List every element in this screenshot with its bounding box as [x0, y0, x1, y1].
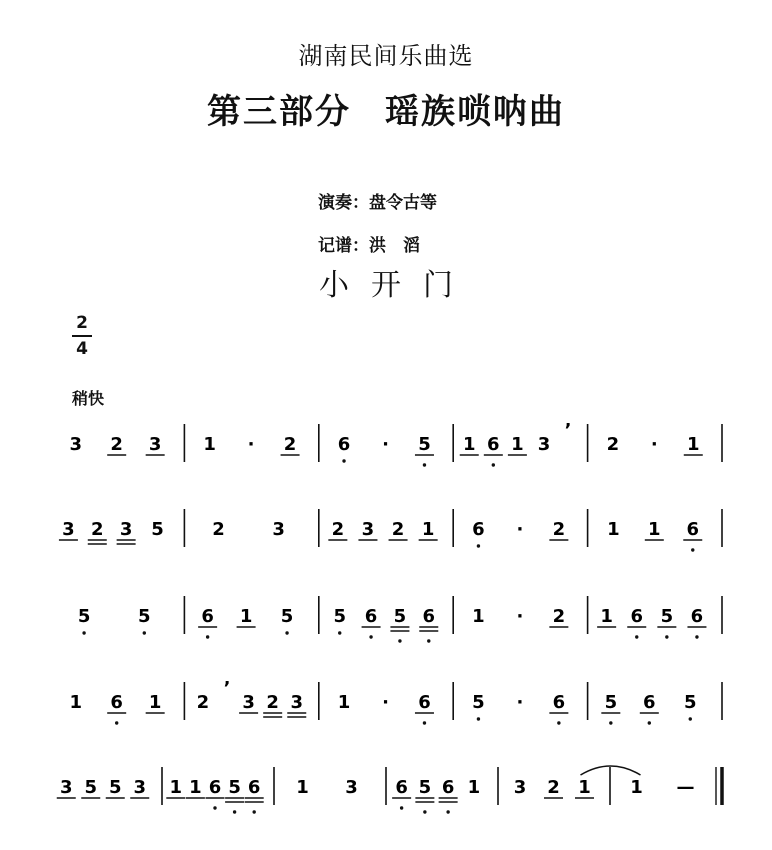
- collection-title: 湖南民间乐曲选: [298, 42, 474, 70]
- note: 2: [283, 434, 297, 455]
- note: 1: [421, 519, 435, 540]
- note: 3: [148, 434, 162, 455]
- tempo-marking: 稍快: [72, 389, 105, 408]
- note: 1: [578, 777, 591, 798]
- note: 5: [472, 692, 485, 713]
- low-octave-dot: [695, 635, 698, 638]
- low-octave-dot: [82, 631, 85, 634]
- note: 6: [686, 519, 700, 540]
- breath-mark: ’: [564, 420, 572, 441]
- note: 2: [110, 434, 123, 455]
- note: 6: [201, 606, 214, 627]
- note: 6: [472, 519, 485, 540]
- low-octave-dot: [342, 459, 345, 462]
- note: 5: [280, 606, 294, 627]
- note: 2: [552, 606, 566, 627]
- low-octave-dot: [233, 810, 236, 813]
- augmentation-dot: ·: [382, 434, 389, 455]
- low-octave-dot: [446, 810, 449, 813]
- note: 6: [208, 777, 222, 798]
- note: 5: [418, 777, 432, 798]
- note: 1: [472, 606, 485, 627]
- low-octave-dot: [206, 635, 209, 638]
- low-octave-dot: [398, 639, 401, 642]
- note: 6: [364, 606, 378, 627]
- note: 1: [169, 777, 183, 798]
- note: 1: [462, 434, 476, 455]
- note: 5: [393, 606, 407, 627]
- note: 2: [196, 692, 210, 713]
- augmentation-dot: ·: [516, 519, 524, 540]
- low-octave-dot: [689, 717, 692, 720]
- augmentation-dot: ·: [247, 434, 255, 455]
- note: 2: [391, 519, 405, 540]
- note: 2: [606, 434, 620, 455]
- low-octave-dot: [648, 721, 651, 724]
- low-octave-dot: [492, 463, 495, 466]
- time-signature-bottom: 4: [76, 339, 88, 359]
- note: 3: [242, 692, 255, 713]
- note: 3: [133, 777, 147, 798]
- low-octave-dot: [557, 721, 560, 724]
- note: 1: [337, 692, 351, 713]
- note: 6: [630, 606, 644, 627]
- low-octave-dot: [477, 544, 480, 547]
- note: 6: [690, 606, 704, 627]
- low-octave-dot: [427, 639, 430, 642]
- breath-mark: ’: [223, 678, 231, 699]
- note: 6: [110, 692, 123, 713]
- note: 1: [648, 519, 661, 540]
- note: 6: [441, 777, 455, 798]
- note: 1: [630, 777, 643, 798]
- note: 1: [148, 692, 162, 713]
- note: 1: [511, 434, 524, 455]
- low-octave-dot: [285, 631, 288, 634]
- part-label: 第三部分: [207, 92, 351, 132]
- note: 3: [62, 519, 75, 540]
- note: 1: [189, 777, 202, 798]
- note: 5: [660, 606, 674, 627]
- low-octave-dot: [609, 721, 612, 724]
- note: 3: [361, 519, 375, 540]
- note: 1: [687, 434, 700, 455]
- note: 2: [91, 519, 104, 540]
- note: 3: [59, 777, 73, 798]
- low-octave-dot: [115, 721, 118, 724]
- note: 3: [513, 777, 527, 798]
- augmentation-dot: ·: [650, 434, 658, 455]
- low-octave-dot: [691, 548, 694, 551]
- low-octave-dot: [213, 806, 216, 809]
- note: 5: [77, 606, 91, 627]
- low-octave-dot: [635, 635, 638, 638]
- note: 3: [290, 692, 304, 713]
- low-octave-dot: [423, 721, 426, 724]
- note: 5: [228, 777, 241, 798]
- note: 2: [552, 519, 566, 540]
- low-octave-dot: [253, 810, 256, 813]
- low-octave-dot: [423, 463, 426, 466]
- note: 5: [333, 606, 346, 627]
- note: 6: [418, 692, 431, 713]
- note: 3: [119, 519, 133, 540]
- extension-dash: —: [676, 777, 695, 798]
- low-octave-dot: [665, 635, 668, 638]
- note: 5: [138, 606, 151, 627]
- augmentation-dot: ·: [516, 692, 524, 713]
- note: 6: [422, 606, 436, 627]
- note: 3: [537, 434, 551, 455]
- low-octave-dot: [143, 631, 146, 634]
- part-name: 瑶族唢呐曲: [385, 92, 565, 132]
- low-octave-dot: [477, 717, 480, 720]
- performer-credit: 演奏：盘令古等: [318, 193, 437, 213]
- note: 5: [108, 777, 122, 798]
- note: 1: [239, 606, 253, 627]
- augmentation-dot: ·: [516, 606, 524, 627]
- note: 5: [84, 777, 98, 798]
- note: 5: [151, 519, 164, 540]
- note: 2: [331, 519, 345, 540]
- note: 3: [345, 777, 358, 798]
- note: 1: [600, 606, 613, 627]
- song-title: 小开门: [319, 268, 475, 303]
- note: 6: [487, 434, 500, 455]
- note: 6: [643, 692, 656, 713]
- time-signature-top: 2: [76, 313, 88, 333]
- note: 1: [203, 434, 216, 455]
- note: 1: [467, 777, 481, 798]
- low-octave-dot: [369, 635, 372, 638]
- note: 2: [547, 777, 560, 798]
- note: 2: [212, 519, 225, 540]
- augmentation-dot: ·: [382, 692, 389, 713]
- note: 6: [552, 692, 566, 713]
- note: 1: [69, 692, 82, 713]
- note: 5: [604, 692, 618, 713]
- note: 6: [395, 777, 408, 798]
- note: 6: [247, 777, 261, 798]
- low-octave-dot: [400, 806, 403, 809]
- note: 1: [607, 519, 620, 540]
- note: 3: [69, 434, 82, 455]
- note: 5: [418, 434, 431, 455]
- low-octave-dot: [338, 631, 341, 634]
- transcriber-credit: 记谱：洪 滔: [318, 236, 420, 256]
- note: 6: [337, 434, 351, 455]
- note: 3: [272, 519, 285, 540]
- note: 5: [684, 692, 697, 713]
- note: 1: [296, 777, 309, 798]
- note: 2: [266, 692, 279, 713]
- low-octave-dot: [423, 810, 426, 813]
